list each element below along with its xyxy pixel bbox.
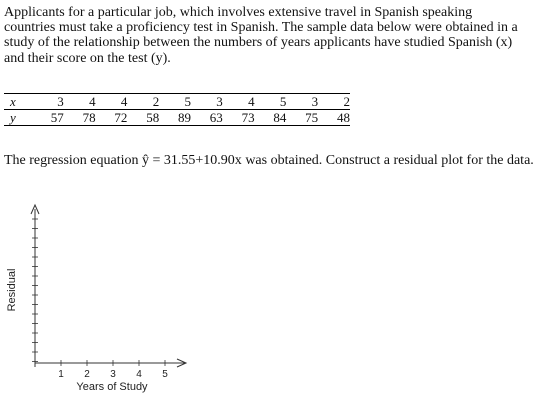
question (4, 150, 553, 172)
y-value-cell: 78 (64, 110, 96, 126)
x-tick-label: 1 (58, 369, 64, 380)
y-value-cell: 89 (159, 110, 191, 126)
y-value-cell: 72 (96, 110, 128, 126)
y-value-cell: 57 (32, 110, 64, 126)
y-row (4, 110, 350, 126)
x-tick-label: 3 (110, 369, 116, 380)
x-axis-label: Years of Study (76, 381, 148, 393)
y-value-cell: 75 (286, 110, 318, 126)
x-value-cell: 4 (96, 94, 128, 110)
x-value-cell: 2 (127, 94, 159, 110)
question-text-end: was obtained. Construct a residual plot for the data. (241, 153, 534, 168)
y-value-cell: 73 (223, 110, 255, 126)
x-value-cell: 3 (32, 94, 64, 110)
x-row-label: x (4, 94, 32, 110)
x-value-cell: 5 (255, 94, 287, 110)
x-value-cell: 3 (191, 94, 223, 110)
data-table (4, 93, 350, 126)
y-value-cell: 48 (318, 110, 350, 126)
regression-equation: ŷ = 31.55+10.90x (142, 153, 242, 168)
x-value-cell: 3 (286, 94, 318, 110)
x-value-cell: 4 (64, 94, 96, 110)
x-value-cell: 2 (318, 94, 350, 110)
question-text-start: The regression equation (4, 153, 143, 168)
x-tick-label: 5 (162, 369, 168, 380)
problem-intro: Applicants for a particular job, which involves extensive travel in Spanish speaking countries must take a proficiency test in Spanish. The sample data below were obtained in a study of the relationship between the numbers of years applicants have studied Spanish (x) and their score on the test (y). (4, 5, 518, 66)
y-value-cell: 63 (191, 110, 223, 126)
y-axis-label: Residual (6, 268, 18, 312)
x-tick-label: 4 (136, 369, 142, 380)
residual-plot (0, 195, 200, 400)
y-value-cell: 84 (255, 110, 287, 126)
x-tick-label: 2 (84, 369, 90, 380)
x-value-cell: 4 (223, 94, 255, 110)
x-row (4, 94, 350, 110)
x-value-cell: 5 (159, 94, 191, 110)
y-row-label: y (4, 110, 32, 126)
y-value-cell: 58 (127, 110, 159, 126)
